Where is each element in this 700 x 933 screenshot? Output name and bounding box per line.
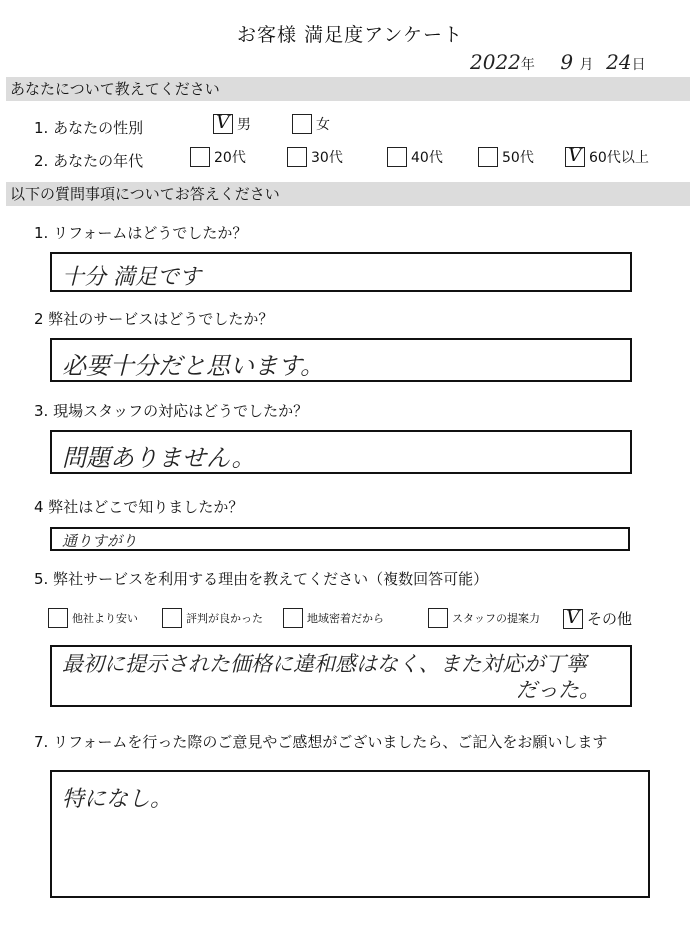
checkbox-50s[interactable] — [478, 147, 498, 167]
checkbox-20s[interactable] — [190, 147, 210, 167]
age-option-40s[interactable] — [387, 147, 443, 167]
age-option-30s[interactable] — [287, 147, 343, 167]
checkbox-30s[interactable] — [287, 147, 307, 167]
age-option-label: 30代 — [311, 150, 343, 166]
question-1-label: 1. リフォームはどうでしたか？ — [34, 224, 248, 242]
question-2-label: 2 弊社のサービスはどうでしたか？ — [34, 310, 274, 328]
date-year[interactable]: 2022 — [470, 50, 521, 74]
survey-title: お客様 満足度アンケート — [237, 24, 463, 46]
gender-option-female[interactable] — [292, 114, 330, 134]
reason-option-other[interactable] — [563, 608, 632, 629]
date — [470, 50, 646, 74]
reason-option-label: 評判が良かった — [186, 612, 263, 625]
reason-option-label: スタッフの提案力 — [452, 612, 540, 625]
section-heading-questions: 以下の質問事項についてお答えください — [6, 182, 690, 206]
checkbox-cheaper[interactable] — [48, 608, 68, 628]
reason-option-local[interactable] — [283, 608, 384, 628]
gender-option-male[interactable] — [213, 114, 251, 134]
question-4-label: 4 弊社はどこで知りましたか？ — [34, 498, 244, 516]
checkbox-female[interactable] — [292, 114, 312, 134]
checkbox-other[interactable] — [563, 609, 583, 629]
question-2-answer[interactable]: 必要十分だと思います。 — [50, 338, 632, 382]
question-7-label: 7. リフォームを行った際のご意見やご感想がございましたら、ご記入をお願いします — [34, 733, 608, 751]
age-option-label: 50代 — [502, 150, 534, 166]
date-month-unit: 月 — [579, 57, 594, 73]
checkbox-reputation[interactable] — [162, 608, 182, 628]
reason-option-staff-proposal[interactable] — [428, 608, 540, 628]
age-option-20s[interactable] — [190, 147, 246, 167]
age-option-label: 40代 — [411, 150, 443, 166]
date-day-unit: 日 — [631, 57, 646, 73]
question-7-answer[interactable]: 特になし。 — [50, 770, 650, 898]
checkbox-60s-plus[interactable] — [565, 147, 585, 167]
gender-option-label: 女 — [316, 117, 330, 133]
checkbox-40s[interactable] — [387, 147, 407, 167]
reason-option-reputation[interactable] — [162, 608, 263, 628]
question-4-answer[interactable]: 通りすがり — [50, 527, 630, 551]
question-3-answer[interactable]: 問題ありません。 — [50, 430, 632, 474]
section-heading-about-you: あなたについて教えてください — [6, 77, 690, 101]
gender-option-label: 男 — [237, 117, 251, 133]
reason-option-cheaper[interactable] — [48, 608, 138, 628]
reason-option-label: 他社より安い — [72, 612, 138, 625]
age-label: 2. あなたの年代 — [34, 152, 144, 170]
reason-option-label: 地域密着だから — [307, 612, 384, 625]
question-5-answer[interactable] — [50, 645, 632, 707]
question-5-answer-line1: 最初に提示された価格に違和感はなく、また対応が丁寧 — [62, 652, 587, 676]
date-day[interactable]: 24 — [606, 50, 632, 74]
question-3-label: 3. 現場スタッフの対応はどうでしたか？ — [34, 402, 309, 420]
checkbox-staff-proposal[interactable] — [428, 608, 448, 628]
age-option-60s-plus[interactable] — [565, 147, 649, 167]
age-option-label: 20代 — [214, 150, 246, 166]
checkbox-male[interactable] — [213, 114, 233, 134]
question-5-label: 5. 弊社サービスを利用する理由を教えてください（複数回答可能） — [34, 570, 489, 588]
reason-option-label: その他 — [587, 610, 633, 628]
gender-label: 1. あなたの性別 — [34, 119, 144, 137]
date-year-unit: 年 — [520, 57, 535, 73]
question-1-answer[interactable]: 十分 満足です — [50, 252, 632, 292]
question-5-answer-line2: だった。 — [516, 678, 600, 702]
age-option-label: 60代以上 — [589, 150, 649, 166]
checkbox-local[interactable] — [283, 608, 303, 628]
date-month[interactable]: 9 — [560, 50, 574, 74]
age-option-50s[interactable] — [478, 147, 534, 167]
